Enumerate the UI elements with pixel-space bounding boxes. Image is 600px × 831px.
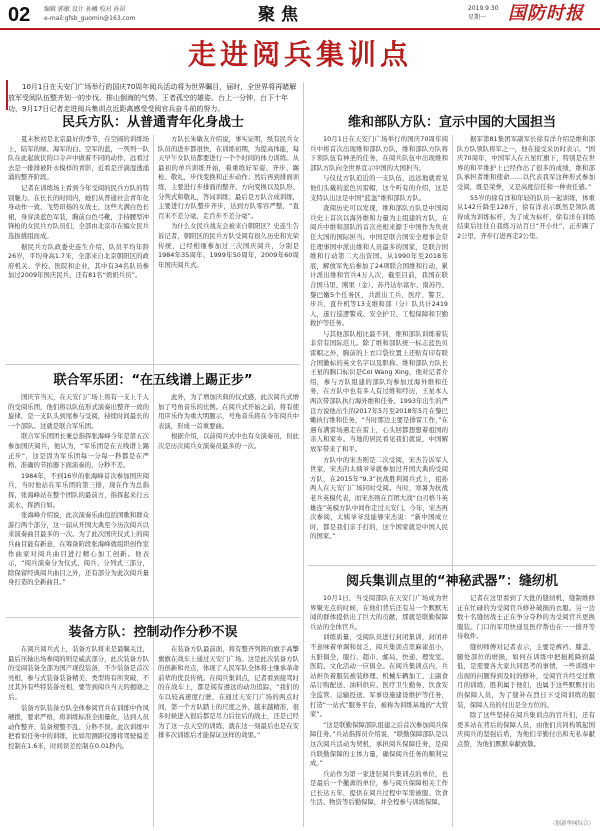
section-divider xyxy=(6,617,300,618)
article-band-col2 xyxy=(158,393,299,613)
article-paragraph: 缝纫师傅对记者表示，主要是裤裆、膝盖、腿处部位的磨损，如何在训练中把损耗降到最低，是需要各大家共同思考的事情，一些训练中出现的问题得到及时的修补，受阅官兵经受过数月的训练，胜利属于他们，也属于这些默默付出的保障人员，为了缝补在烈日下受阅训练的服装，保障人员的付出是全方位的。 xyxy=(457,642,595,709)
article-paragraph: 装备方队装备方队全体参阅官兵在训练中作风硬拨，要求严格，将训练标准全面量化，达到人员动作整齐、装备规整不乱、分秒不误。此次训练中把看似任务中的训练，比如用测距仪器将驾驶偏差控制在1.6米，时间误差控制在0.01秒内。 xyxy=(8,703,149,750)
article-paragraph: 据民兵方队政委史连生介绍，队员平均年龄26岁，平均身高1.7米，全部来自北京朝阳区的政府机关、学校、医院和企业，其中有34名队员参加过2009年国庆民兵，还有81名“奶奶兵员”。 xyxy=(8,242,149,280)
section-title-sewing: 阅兵集训点里的“神秘武器”：缝纫机 xyxy=(345,574,559,589)
article-paragraph: 与仪仗方队追近的一支队伍，远远地就看见他们头戴的蓝色贝雷帽，这个听有的介绍，这是支特认出这是中国“蓝盔”维和部队方队。 xyxy=(310,174,448,202)
section-title-band: 联合军乐团：“在五线谱上踢正步” xyxy=(53,373,253,388)
article-sewing-col2 xyxy=(457,594,595,816)
article-paragraph: 与其他部队相比最不同，维和部队训练着装非常有国际范儿。除了维和部队统一标志蓝色贝雷帽之外，胸前的上衣口袋位置上还贴有印有联合国徽标的英文名字以及职称。维和部队方队长王星的胸口标识是Col Wang Xing，他对记者介绍，参与方队组建的部队均参加过海外维和任务，在方队中也有多人有过维和经历，王星本人两次带部队执行海外维和任务。1993年出生的严良方说他出生的2017年5月至2018年5月在黎巴嫩执行维和任务，“当时那边主要是排雷工作，”在遇布满雷场遇走在雷上，心头回都想想着祖国的亲人和家乡。当地的居民看见我们就说，中国解放军带来了和平。 xyxy=(310,329,448,453)
article-paragraph: 10月1日在天安门广场举行的国庆70周年阅兵中将首次出现维和部队方队，维和部队方队将下领队伍有神圣的任务，在阅兵队伍中出现维和部队方队向全世界宣示中国的大国担当。 xyxy=(310,135,448,172)
article-militia-col2 xyxy=(158,135,299,359)
section-title-militia: 民兵方队：从普通青年化身战士 xyxy=(61,115,244,130)
article-paragraph: 据军第81集团军副军长徐有洋介绍是维和部队方队领队将军之一，他在接受采访时表示，“国庆70周年，中国军人在五星红旗下，特别是在世界的和平维护上已经作出了很多的成绩，维和部队承担者维和使命……以代表我军这种形式参加受阅，既是荣誉，又是高度信任和一种责任感。” xyxy=(457,135,595,191)
section-divider xyxy=(6,364,300,365)
article-paragraph: 查阅历史可以发现，维和部队方队是中国阅兵史上首次以海外维和力量为主组建的方队，在阅兵中维和部队的首次亮相来源于中国作为负责任大国的国际担当。中国是联合国安全理事会常任理事国中派出维和人员最多的国家，是联合国维和行动第二大出资国。从1990年至2018年底，解放军先后参加了24项联合国维和行动，累计派出维和官兵4万人次，截至目前，我国在联合国马里、刚果（金）、苏丹达尔富尔、南苏丹、黎巴嫩5个任务区，共派出工兵、医疗、警卫、步兵、直升机等13支维和部（分）队共计2419人，遂行巡逻警戒、安全护卫、工程保障和卫勤救护等任务。 xyxy=(310,204,448,328)
section-divider xyxy=(308,565,596,566)
section-name: 聚焦 xyxy=(258,5,304,25)
article-paragraph: 为什么女民兵战友会被来自朝阳区？史连生告诉记者，朝阳区的民兵方队受阅有很久历史和光荣传统，已经相继参加过三次国庆阅兵，分别是1984年35周年、1999年50周年，2009年60周年国庆阅兵式。 xyxy=(158,222,299,269)
article-militia-col1 xyxy=(8,135,149,359)
section-title-equipment: 装备方队：控制动作分秒不误 xyxy=(68,625,238,640)
article-paragraph: 训练质量，受阅队员进行封闭集训，封闭并不意味着单调和贫乏，阅兵集训点里麻雀虽小，五脏俱全，服行、超市、邮局、快递、理发室、医院、文化活动一应俱全。在阅兵集训点内，兵站担负着服装被装修理、机械车辆加工、主副食品订购配送、油料供应、医疗卫生勤务、饮食安全监管、运输投送、军事设施建设维护等任务，打造“一站式”服务平台，被称为训练基地的“大管家”。 xyxy=(310,633,448,719)
article-paragraph: 在装备方队最前面，将有整齐列阵的旗手高擎旗旗在战车上通过天安门广场。这是此次装备方队的创新和亮点，体现了人民军队全体将士继承革命前辈的优良传统。在阅兵集训点，记者看到接驾时的在战车上，都是阅有遵远的动功追踪，“我们的车以较高速度行驶，在通过天安门广场的两点时间，第一个方队踏上的尺度之外，越来越精准，很多时候进入很后都是尽力后往后的战士，还是已经为了这一点天空的训练，就在这一刻最后也是在安排多次训练后才能保证这样的效果。” xyxy=(158,645,299,740)
article-paragraph: 记者在这里看到了大批的缝纫机，缝制维修正在忙碌的为受阅官兵修补破损的衣服。另一边数十名缝纫战士正在争分夺秒的为受阅官兵更换服装。门口的军用快递及医疗帮也在一一排开等待收件。 xyxy=(457,594,595,641)
article-peacekeepers-col2 xyxy=(457,135,595,561)
article-paragraph: 除了这些坚持在阅兵集训点的官兵们，还有更多站在背后的保障人员，由他们共同构筑起国庆阅兵的坚强后盾，为他们辛勤付出和无私奉献点赞，为他们默默奉献致敬。 xyxy=(457,711,595,748)
main-headline: 走进阅兵集训点 xyxy=(187,38,412,71)
article-paragraph: 记者在训练场上看到今年受阅的民兵方队的特别魅力。在长长的时间内，她们从普通社会青年化身动作一致、飞势昂扬的女战士，这些大满白色长裙，身穿淡蓝色军装，胸前白色弓靴，手持腰型冲锋枪的女民兵方队员们，全部由北京市在编女民兵选拔挑组而成。 xyxy=(8,183,149,240)
issue-date xyxy=(468,4,499,22)
article-paragraph: “这是联勤保障部队组建之后首次参加阅兵保障任务。”兵站指挥员介绍说，“联勤保障部队是以这次阅兵活动为契机，承担阅兵保障任务，是阅兵联勤保障的主体力量，确保阅兵任务的顺利完成。” xyxy=(310,720,448,768)
column-divider-right xyxy=(452,135,453,827)
column-divider-left xyxy=(153,135,154,827)
article-equipment-col1 xyxy=(8,645,149,823)
article-paragraph: 国庆节当天，在天安门广场上将有一支上千人的受阅乐团，他们将以队伍形式演奏出整齐一致的旋律，是一支队头到尾参与受阅，持续时间最长的一个部队。这就是联合军乐团。 xyxy=(8,393,149,430)
page-header xyxy=(0,0,600,30)
section-title-peacekeepers: 维和部队方队：宣示中国的大国担当 xyxy=(347,115,556,130)
editor-email: e-mail:gfsb_guomin@163.com xyxy=(44,15,136,22)
article-paragraph: 兵站作为第一家进驻阅兵集训点的单位，也是最后一个撤离的单位，参与阅兵保障相关工作已长达五年，提供在阅兵过程中军需被服、饮食生活、物资等后勤保障，并全程参与训练保障。 xyxy=(310,769,448,807)
issue-date-value: 2019.9.30 xyxy=(468,5,499,12)
page-number: 02 xyxy=(8,4,31,26)
article-paragraph: 方队长朱敏友介绍说，事实证明，纸有民兵女队员的进步都很快，在训练初期，为提高体能，每天早午女队员都要进行一个个时间的体力训练。从最初的单兵训练开始，着重练好军姿、齐步、踢枪、敬礼，步伐变换和正步动作；然后再到排面训练，主要进行步排面的整齐、方向变换以及队形、分列式和敬礼，答词训练；最后是方队合成训练，主要进行方队整步齐步，达到方队零容严整，“直百米不差分毫，走百步不差分毫”。 xyxy=(158,135,299,220)
article-paragraph: 55岁的徐有洋和年轻的队员一起训练，体重从142斤降至128斤，徐有洋表示既然是领队就得成为训练标杆，为了成为标杆，徐有洋在训练结束后往往自我练习站百日“开小灶”，正步踢了2公里，齐步行进再走2公里。 xyxy=(457,193,595,240)
column-divider xyxy=(303,82,304,827)
lead-paragraph: 10月1日在天安门广场举行的国庆70周年阅兵活动将为世界瞩目，届时，全世界将再睹解放军受阅队伍整齐划一的步伐、排山倒海的气势、王者孤空的雄姿。台上一分钟，台下十年功，9月17日记者走进阅兵集训点近距离感受受阅官兵奋斗前的努力。 xyxy=(8,83,297,113)
article-paragraph: 张海峰介绍说，此次演奏乐曲包括国歌和群众游行两个部分，这一届从开国大典至今历次阅兵以来演奏曲目最多的一次。为了此次国庆仪式上的阅兵曲目能有新意，在筹备阶段张海峰就组织创作室作曲家对阅兵曲目进行精心加工创新。他表示，“阅兵演奏分为仪式、阅兵、分列式三部分，除保留经典阅兵曲目之外，还有部分为此次阅兵量身打造的全新曲目。” xyxy=(8,511,149,587)
editor-line: 编辑 郭敏 设计 孙曦 校对 孙昂 xyxy=(44,6,126,13)
article-band-col1 xyxy=(8,393,149,613)
article-peacekeepers-col1 xyxy=(310,135,448,561)
article-paragraph: 1984年，不到16岁的张海峰首次参加国庆阅兵，当时他站在军乐团的第三排，现在作为总指挥，张海峰站在整个团队的最前方，指挥起来行云流水、挥洒自如。 xyxy=(8,471,149,509)
article-paragraph: 根据介绍，以前阅兵式中也有女演奏员，但此次是历次阅兵女演奏员最多的一次。 xyxy=(158,432,299,450)
editor-credits xyxy=(44,5,135,23)
issue-weekday: 星期一 xyxy=(468,14,487,21)
article-paragraph: 10月1日，当受阅部队在天安门广场成为世界聚光点的时候，在他们背后还有另一个默默无闻的群体提供出了巨大的贡献，那就是联勤保障兵站的全体官兵。 xyxy=(310,594,448,631)
article-equipment-col2 xyxy=(158,645,299,823)
source-note: （据新华网综合） xyxy=(549,821,594,827)
article-sewing-col1 xyxy=(310,594,448,816)
article-paragraph: 此外，为了增加庆典的仪式感，此次阅兵式增加了号角音乐的比例。在阅兵式开始之前，将有使用序乐作为重大明题示，号角音乐将在今年阅兵中表演，形成一首重要曲。 xyxy=(158,393,299,430)
article-paragraph: 夏末秋初是北京最好的季节，在空阔的训练场上，陆军的绿、海军的白、空军的蓝，一列列一队队在此起彼伏的口令声中做着不同的动作，远看过去是一排排被阡水模样的青影，近看是汗滴湿透涌涌的整齐阶段。 xyxy=(8,135,149,182)
article-paragraph: 在阅兵阅兵式上，装备方队将来是最瞩关注，最后压轴出场参阅的则是威武部分，此次装备方队的受阅装备全部为国产现役装备，不少装备是首次亮相，参与式装备装备精美、类型将有所突破，不过其外有些特装备亮相，要等到阅兵当天的揭晓之后。 xyxy=(8,645,149,701)
newspaper-logo: 国防时报 xyxy=(508,3,584,24)
article-paragraph: 方队中的宋杰则是二次受阅，宋杰告诉军人世家，宋杰的太姨爷爷就参加过开国大典的受阅方队，在2015年“9.3”抗战胜利阅兵式上，祖孙两人在天安门广场同时受阅。当时，寒暑为抗战老兵英模代表，而宋杰则在百团大战“白刃格斗英雄连”英模方队中间作走过天安门。今年，宋杰再次参阅，太姨爷爷没能够宋杰说：“新中国成立时，都是我们亲手打的，这个国家就是中国人民的国家。” xyxy=(310,455,448,541)
article-paragraph: 联合军乐团团长兼总指挥张海峰今年是第五次参加国庆阅兵，他认为，“军乐团是在五线谱上踢正步”，这是因为军乐团每一分每一秒都是在严格、准确的节拍器下面演奏的，分秒不差。 xyxy=(8,432,149,470)
